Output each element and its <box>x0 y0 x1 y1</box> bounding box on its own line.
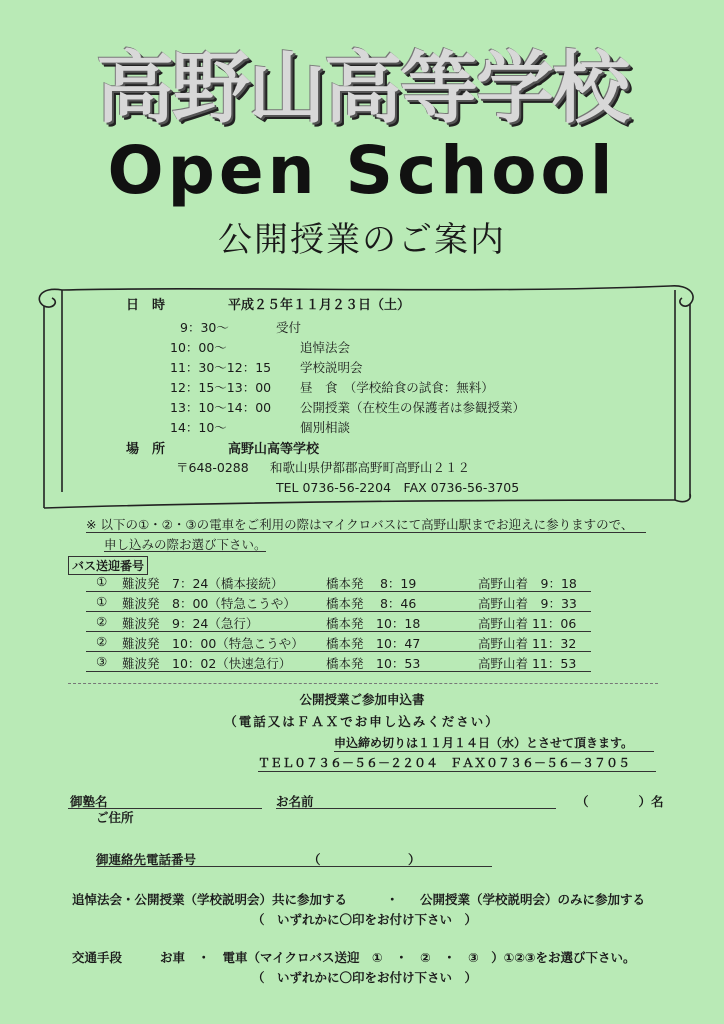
place-label: 場 所 <box>126 442 166 457</box>
bus-arrival: 高野山着 11：53 <box>478 656 577 671</box>
row-underline <box>86 591 591 592</box>
form-contact: ＴＥＬ０７３６－５６－２２０４ ＦＡＸ０７３６－５６－３７０５ <box>258 756 631 770</box>
bus-number: ① <box>96 594 108 609</box>
date-value: 平成２５年１１月２３日（土） <box>228 298 411 313</box>
bus-arrival: 高野山着 11：32 <box>478 636 577 651</box>
schedule-time: 12：15～13：00 <box>170 380 272 395</box>
transport-options[interactable]: お車 ・ 電車（マイクロバス送迎 ① ・ ② ・ ③ ）①②③をお選び下さい。 <box>160 950 636 965</box>
place-value: 高野山高等学校 <box>228 442 320 457</box>
schedule-event: 受付 <box>276 320 302 335</box>
bus-arrival: 高野山着 9：33 <box>478 596 577 611</box>
count-field[interactable]: （ ）名 <box>576 794 664 809</box>
form-deadline: 申込締め切りは１１月１４日（水）とさせて頂きます。 <box>334 736 634 750</box>
schedule-event: 追悼法会 <box>300 340 351 355</box>
transport-note: （ いずれかに〇印をお付け下さい ） <box>252 970 478 985</box>
bus-note-line1: ※ 以下の①・②・③の電車をご利用の際はマイクロバスにて高野山駅までお迎えに参りますので、 <box>86 517 634 532</box>
schedule-event: 昼 食 （学校給食の試食：無料） <box>300 380 494 395</box>
bus-departure: 難波発 9：24（急行） <box>122 616 259 631</box>
row-underline <box>86 611 591 612</box>
row-underline <box>86 651 591 652</box>
schedule-time: 13：10～14：00 <box>170 400 272 415</box>
choice-separator: ・ <box>386 892 399 907</box>
bus-transfer: 橋本発 10：47 <box>326 636 421 651</box>
phone-field[interactable]: （ ） <box>308 852 421 867</box>
schedule-event: 公開授業（在校生の保護者は参観授業） <box>300 400 526 415</box>
choice-note: （ いずれかに〇印をお付け下さい ） <box>252 912 478 927</box>
school-contact: TEL 0736-56-2204 FAX 0736-56-3705 <box>276 480 520 495</box>
form-title: 公開授業ご参加申込書 <box>299 692 425 707</box>
address-label: ご住所 <box>96 810 134 825</box>
bus-transfer: 橋本発 10：53 <box>326 656 421 671</box>
event-subtitle: 公開授業のご案内 <box>218 220 506 260</box>
phone-underline <box>96 866 492 867</box>
schedule-time: 10：00～ <box>170 340 227 355</box>
phone-label: 御連絡先電話番号 <box>96 852 197 867</box>
deadline-underline <box>334 751 654 752</box>
bus-arrival: 高野山着 9：18 <box>478 576 577 591</box>
schedule-event: 学校説明会 <box>300 360 363 375</box>
bus-number: ① <box>96 574 108 589</box>
bus-departure: 難波発 10：00（特急こうや） <box>122 636 304 651</box>
bus-arrival: 高野山着 11：06 <box>478 616 577 631</box>
bus-table-header: バス送迎番号 <box>68 556 148 575</box>
schedule-time: 14：10～ <box>170 420 227 435</box>
bus-departure: 難波発 8：00（特急こうや） <box>122 596 296 611</box>
row-underline <box>86 631 591 632</box>
bus-number: ② <box>96 614 108 629</box>
bus-departure: 難波発 7：24（橋本接続） <box>122 576 284 591</box>
juku-label: 御塾名 <box>70 794 108 809</box>
contact-underline <box>258 771 656 772</box>
name-field[interactable] <box>276 808 556 809</box>
cut-line <box>68 683 658 684</box>
row-underline <box>86 671 591 672</box>
note-underline <box>104 551 266 552</box>
bus-transfer: 橋本発 8：19 <box>326 576 417 591</box>
name-label: お名前 <box>276 794 314 809</box>
bus-transfer: 橋本発 10：18 <box>326 616 421 631</box>
date-label: 日 時 <box>126 298 166 313</box>
bus-departure: 難波発 10：02（快速急行） <box>122 656 292 671</box>
bus-note-line2: 申し込みの際お選び下さい。 <box>104 537 267 552</box>
schedule-time: 11：30～12：15 <box>170 360 272 375</box>
transport-label: 交通手段 <box>72 950 123 965</box>
schedule-time: 9：30～ <box>180 320 229 335</box>
note-underline <box>86 532 646 533</box>
school-name: 高野山高等学校 <box>95 44 628 134</box>
bus-transfer: 橋本発 8：46 <box>326 596 417 611</box>
schedule-event: 個別相談 <box>300 420 351 435</box>
form-subtitle: （電話又はＦＡＸでお申し込みください） <box>224 714 500 729</box>
choice-b[interactable]: 公開授業（学校説明会）のみに参加する <box>420 892 646 907</box>
school-address: 和歌山県伊都郡高野町高野山２１２ <box>270 460 471 475</box>
bus-number: ③ <box>96 654 108 669</box>
event-title: Open School <box>107 132 617 209</box>
bus-number: ② <box>96 634 108 649</box>
postal-code: 〒648-0288 <box>176 460 249 475</box>
choice-a[interactable]: 追悼法会・公開授業（学校説明会）共に参加する <box>72 892 348 907</box>
